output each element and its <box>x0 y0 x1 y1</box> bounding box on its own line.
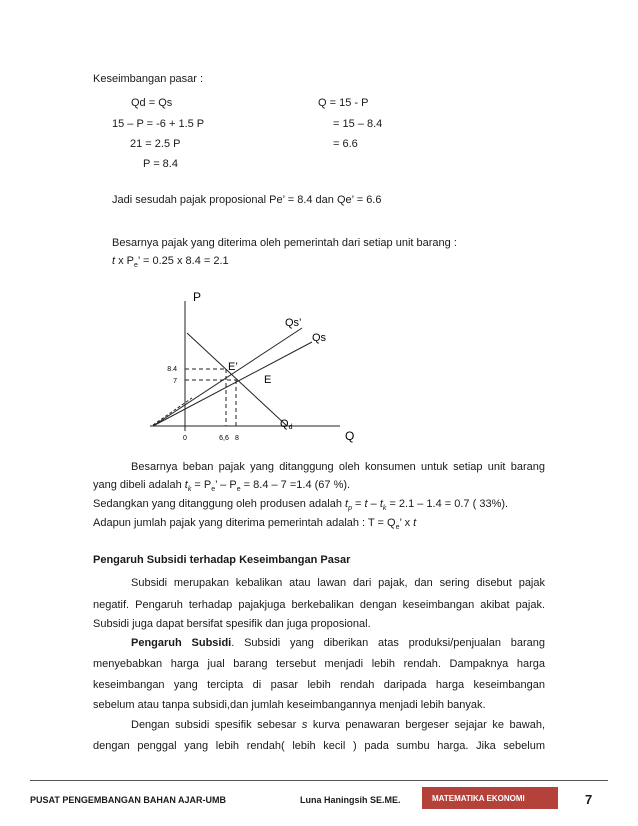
subsidy-p3-line1: Dengan subsidi spesifik sebesar s kurva penawaran bergeser sejajar ke bawah, <box>131 719 545 731</box>
qd-label: Qd <box>280 418 293 431</box>
subsidy-p2-line2: menyebabkan harga jual barang tersebut menjadi lebih rendah. Dampaknya harga <box>93 658 545 670</box>
q-axis-label: Q <box>345 429 355 443</box>
qs-prime-label: Qs’ <box>285 317 302 329</box>
eq-row3-left: 21 = 2.5 P <box>130 138 181 150</box>
x-tick-8: 8 <box>235 435 239 442</box>
burden-line-1: Besarnya beban pajak yang ditanggung oleh konsumen untuk setiap unit barang <box>131 461 545 473</box>
eq-row1-right: Q = 15 - P <box>318 97 369 109</box>
footer-author: Luna Haningsih SE.ME. <box>300 795 401 805</box>
subsidy-p3-line2: dengan penggal yang lebih rendah( lebih kecil ) pada sumbu harga. Jika sebelum <box>93 740 545 752</box>
p-axis-label: P <box>193 290 202 304</box>
eq-row4-left: P = 8.4 <box>143 158 178 170</box>
footer-publisher: PUSAT PENGEMBANGAN BAHAN AJAR-UMB <box>30 795 227 805</box>
eq-row2-left: 15 – P = -6 + 1.5 P <box>112 118 205 130</box>
eq-row3-right: = 6.6 <box>333 138 358 150</box>
burden-line-2: yang dibeli adalah $t_k = P_e$’ – $P_e = 8.4 - 7 =1.4$ (67 %). <box>93 479 351 494</box>
x-tick-6.6: 6,6 <box>219 435 229 442</box>
supply-extension-dashed <box>153 398 192 425</box>
eq-row1-left: Qd = Qs <box>131 97 173 109</box>
subsidy-heading: Pengaruh Subsidi terhadap Keseimbangan Pasar <box>93 554 351 566</box>
footer-divider <box>30 780 608 781</box>
equilibrium-conclusion: Jadi sesudah pajak proposional Pe’ = 8.4 dan Qe’ = 6.6 <box>112 194 382 206</box>
supply-curve-after-tax <box>153 328 302 426</box>
equilibrium-heading: Keseimbangan pasar : <box>93 73 204 85</box>
e-label: E <box>264 374 272 386</box>
x-tick-0: 0 <box>183 435 187 442</box>
subsidy-p1-line2: negatif. Pengaruh terhadap pajakjuga berkebalikan dengan keseimbangan akibat pajak. <box>93 599 545 611</box>
burden-line-4: Adapun jumlah pajak yang diterima pemerintah adalah : $T = Q_e$’ x t <box>93 517 417 532</box>
e-prime-label: E’ <box>228 361 238 373</box>
qs-label: Qs <box>312 332 327 344</box>
tax-revenue-intro: Besarnya pajak yang diterima oleh pemerintah dari setiap unit barang : <box>112 237 457 249</box>
page-number: 7 <box>585 792 593 807</box>
burden-line-3: Sedangkan yang ditanggung oleh produsen adalah $t_p = t - t_k = 2.1 - 1.4 = 0.7$ ( 33%). <box>93 498 509 513</box>
footer-course-badge: MATEMATIKA EKONOMI <box>422 787 558 809</box>
subsidy-p1-line3: Subsidi juga dapat bersifat spesifik dan juga proposional. <box>93 618 371 630</box>
tax-revenue-formula: t x $P_e$’ = 0.25 x 8.4 = 2.1 <box>112 255 229 270</box>
eq-row2-right: = 15 – 8.4 <box>333 118 383 130</box>
y-tick-8.4: 8.4 <box>167 366 177 373</box>
subsidy-p2-line3: keseimbangan yang tercipta di pasar lebih rendah daripada harga keseimbangan <box>93 679 545 691</box>
subsidy-p2-line1: Pengaruh Subsidi. Subsidi yang diberikan atas produksi/penjualan barang <box>131 637 545 649</box>
supply-demand-diagram <box>140 285 380 445</box>
subsidy-p2-line4: sebelum atau tanpa subsidi,dan jumlah keseimbangannya menjadi lebih banyak. <box>93 699 486 711</box>
subsidy-p1-line1: Subsidi merupakan kebalikan atau lawan dari pajak, dan sering disebut pajak <box>131 577 545 589</box>
y-tick-7: 7 <box>173 378 177 385</box>
